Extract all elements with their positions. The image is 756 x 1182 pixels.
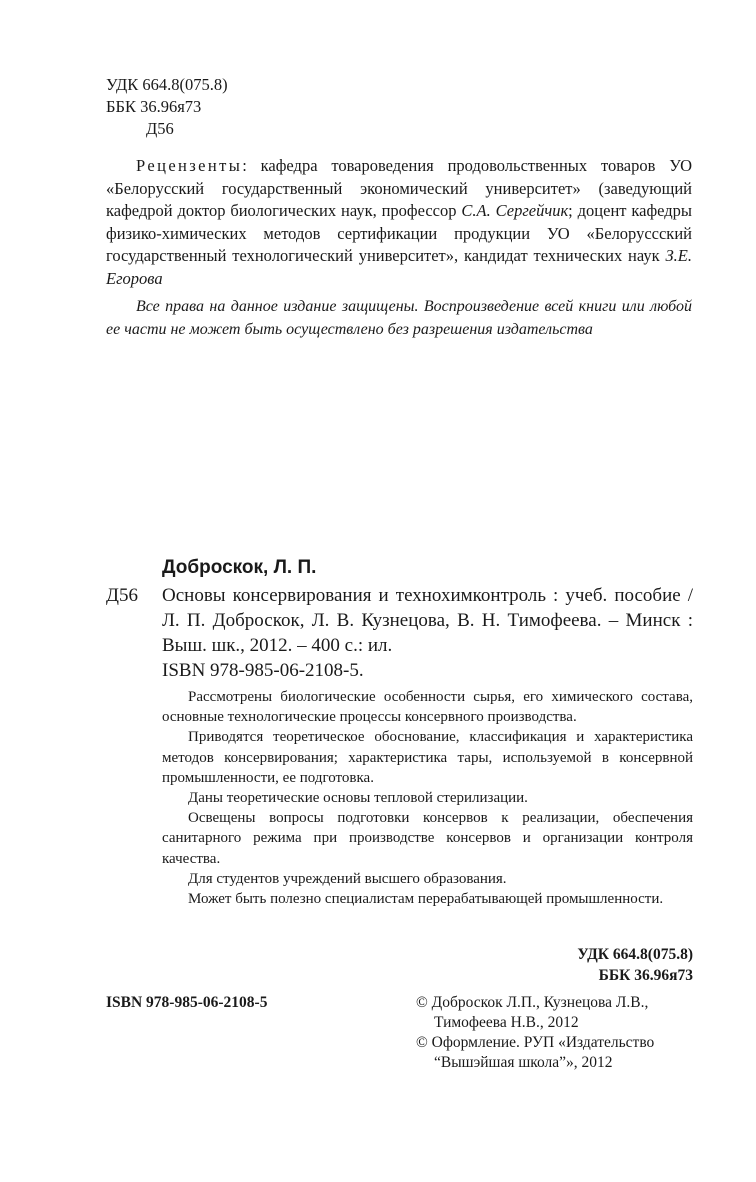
cipher: Д56 — [106, 585, 138, 606]
bibliographic-description: Основы консервирования и технохимконтроль : учеб. пособие / Л. П. Доброскок, Л. В. Кузнецова, В. Н. Тимофеева. – Минск : Выш. шк., 2012. – 400 с.: ил. — [162, 585, 693, 656]
annotation-paragraph: Освещены вопросы подготовки консервов к реализации, обеспечения санитарного режима при производстве консервов и организации контроля качества. — [162, 810, 693, 867]
rights-notice: Все права на данное издание защищены. Воспроизведение всей книги или любой ее части не может быть осуществлено без разрешения издательства — [106, 298, 692, 338]
copyright-authors-cont: Тимофеева Н.В., 2012 — [434, 1014, 579, 1031]
copyright-authors: © Доброскок Л.П., Кузнецова Л.В., — [416, 994, 649, 1011]
annotation-paragraph: Может быть полезно специалистам перерабатывающей промышленности. — [188, 891, 664, 908]
copyright-block — [416, 993, 706, 1073]
annotation-paragraph: Рассмотрены биологические особенности сырья, его химического состава, основные технологические процессы консервного производства. — [162, 689, 693, 726]
author-mark: Д56 — [146, 119, 174, 138]
record-isbn: ISBN 978-985-06-2108-5. — [162, 660, 364, 681]
reviewers-text-2: ; доцент кафедры физико-химических методов сертификации продукции УО «Белоруссский государственный технологический университет», кандидат технических наук — [106, 201, 692, 265]
annotation — [162, 687, 693, 909]
annotation-paragraph: Даны теоретические основы тепловой стерилизации. — [188, 790, 528, 807]
author-heading: Доброскок, Л. П. — [162, 557, 317, 578]
udc-code: УДК 664.8(075.8) — [106, 75, 228, 94]
footer-isbn: ISBN 978-985-06-2108-5 — [106, 994, 268, 1011]
reviewers-label: Рецензенты — [136, 156, 243, 175]
reviewer-name-1: С.А. Сергейчик — [461, 201, 569, 220]
copyright-design-cont: “Вышэйшая школа”», 2012 — [434, 1054, 613, 1071]
footer-bbk: ББК 36.96я73 — [598, 967, 693, 984]
classification-codes — [106, 74, 228, 140]
reviewers-paragraph — [106, 155, 692, 290]
reviewers-text-1: : кафедра товароведения продовольственных товаров УО «Белорусский государственный экономический университет» (заведующий кафедрой доктор биологических наук, профессор — [106, 156, 692, 220]
annotation-paragraph: Приводятся теоретическое обоснование, классификация и характеристика методов консервирования; характеристика тары, используемой в консервной промышленности, ее подготовка. — [162, 729, 693, 786]
reviewer-name-2: З.Е. Егорова — [106, 246, 692, 288]
bbk-code: ББК 36.96я73 — [106, 97, 202, 116]
annotation-paragraph: Для студентов учреждений высшего образования. — [188, 870, 507, 887]
footer-codes — [577, 944, 693, 986]
copyright-design: © Оформление. РУП «Издательство — [416, 1034, 655, 1051]
footer-udc: УДК 664.8(075.8) — [577, 946, 693, 963]
